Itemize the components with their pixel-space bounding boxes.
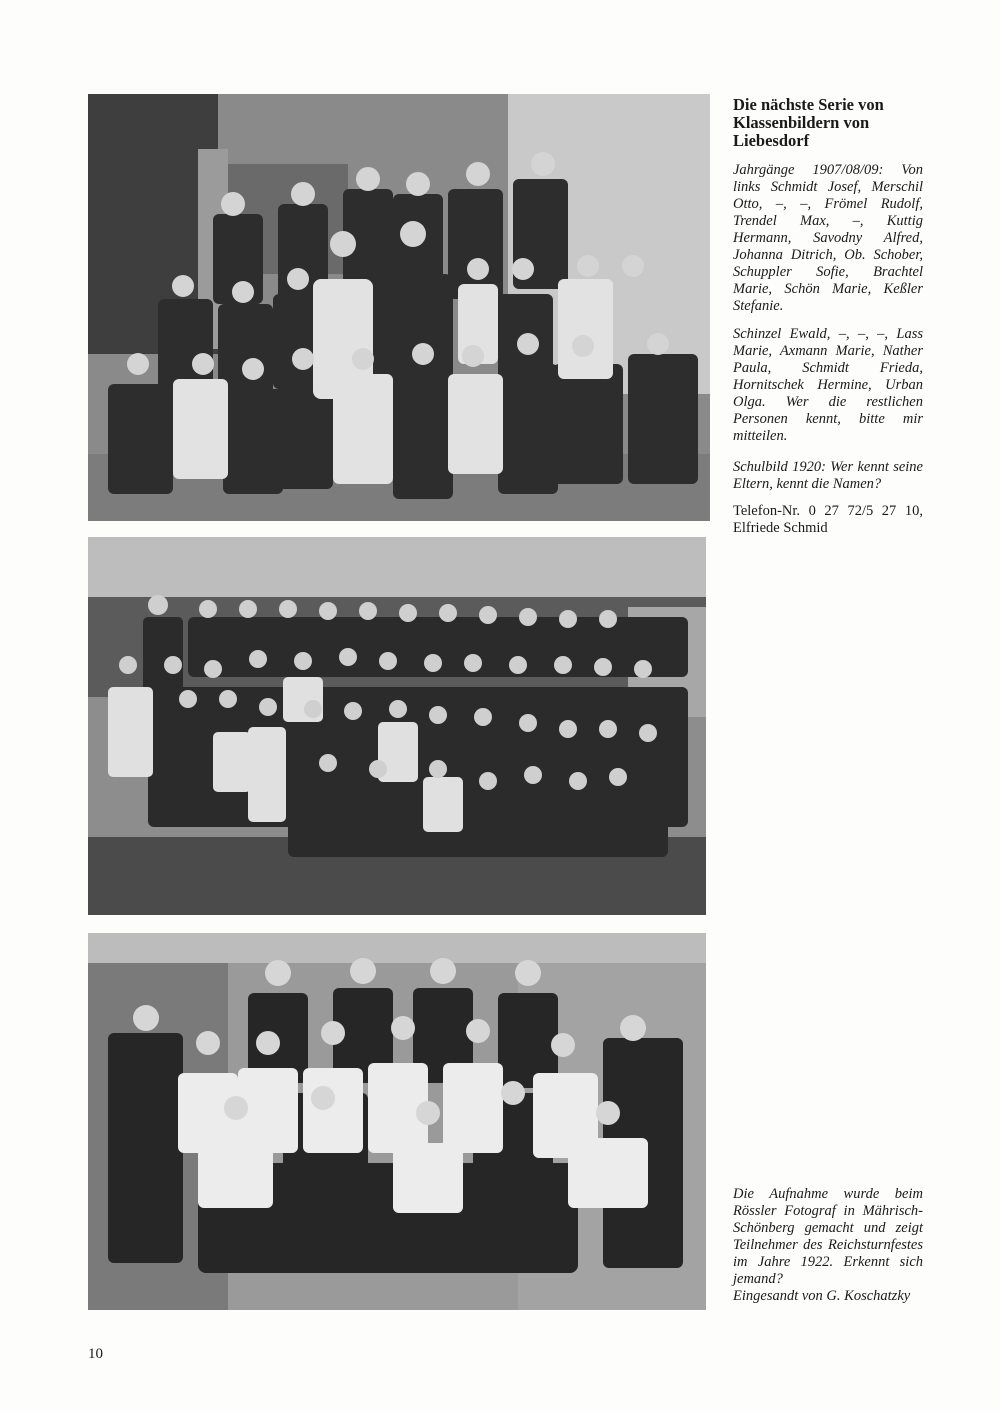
reichsturnfest-caption — [733, 1186, 923, 1305]
caption-1920-paragraph: Schulbild 1920: Wer kennt seine Eltern, kennt die Namen? — [733, 459, 923, 492]
caption-1907-paragraph: Jahrgänge 1907/08/09: Von links Schmidt Josef, Merschil Otto, –, –, Frömel Rudolf, Trendel Max, –, Kuttig Hermann, Savodny Alfred, Johanna Ditrich, Ob. Schober, Schuppler Sofie, Brachtel Marie, Schön Marie, Keßler Stefanie. — [733, 162, 923, 314]
class-photo-1907 — [88, 94, 710, 521]
reichsturnfest-caption-text: Die Aufnahme wurde beim Rössler Fotograf in Mährisch-Schönberg gemacht und zeigt Teilnehmer des Reichsturnfestes im Jahre 1922. Erkennt sich jemand? — [733, 1186, 923, 1287]
school-photo-1920 — [88, 537, 706, 915]
article-text-column — [733, 96, 923, 537]
reichsturnfest-photo-1922 — [88, 933, 706, 1310]
contact-paragraph: Telefon-Nr. 0 27 72/5 27 10, Elfriede Schmid — [733, 503, 923, 536]
page-number: 10 — [88, 1346, 103, 1362]
caption-names-paragraph: Schinzel Ewald, –, –, –, Lass Marie, Axmann Marie, Nather Paula, Schmidt Frieda, Hornitschek Hermine, Urban Olga. Wer die restlichen Personen kennt, bitte mir mitteilen. — [733, 326, 923, 444]
reichsturnfest-caption-credit: Eingesandt von G. Koschatzky — [733, 1288, 911, 1304]
article-heading: Die nächste Serie von Klassenbildern von Liebesdorf — [733, 95, 884, 150]
